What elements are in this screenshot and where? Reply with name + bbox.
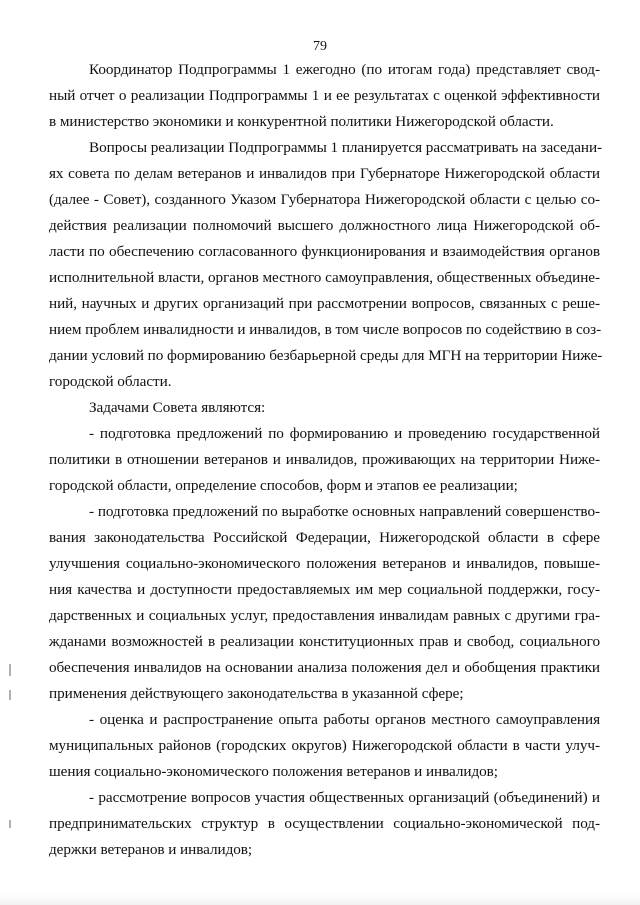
text-line: (далее - Совет), созданного Указом Губернатора Нижегородской области с целью со-: [49, 191, 600, 208]
text-line: вания законодательства Российской Федерации, Нижегородской области в сфере: [49, 529, 600, 546]
text-line: городской области.: [49, 373, 172, 390]
text-line: предпринимательских структур в осуществлении социально-экономической под-: [49, 815, 600, 832]
scan-speck: [9, 820, 11, 828]
text-line: политики в отношении ветеранов и инвалидов, проживающих на территории Ниже-: [49, 451, 600, 468]
text-line: ях совета по делам ветеранов и инвалидов при Губернаторе Нижегородской области: [49, 165, 600, 182]
text-line: держки ветеранов и инвалидов;: [49, 841, 253, 858]
text-line: ный отчет о реализации Подпрограммы 1 и ее результатах с оценкой эффективности: [49, 87, 600, 104]
scan-speck: [9, 664, 11, 676]
text-line: муниципальных районов (городских округов) Нижегородской области в части улуч-: [49, 737, 600, 754]
scan-speck: [9, 690, 11, 700]
text-line: обеспечения инвалидов на основании анализа положения дел и обобщения практики: [49, 659, 600, 676]
scan-bottom-edge: [0, 894, 640, 905]
text-line: - подготовка предложений по формированию и проведению государственной: [89, 425, 600, 442]
text-line: жданами возможностей в реализации конституционных прав и свобод, социального: [49, 633, 600, 650]
text-line: городской области, определение способов, форм и этапов ее реализации;: [49, 477, 518, 494]
text-line: шения социально-экономического положения ветеранов и инвалидов;: [49, 763, 498, 780]
text-line: дарственных и социальных услуг, предоставления инвалидам равных с другими гра-: [49, 607, 600, 624]
text-line: дании условий по формированию безбарьерной среды для МГН на территории Ниже-: [49, 347, 603, 364]
text-line: применения действующего законодательства в указанной сфере;: [49, 685, 464, 702]
text-line: ния качества и доступности предоставляемых им мер социальной поддержки, госу-: [49, 581, 600, 598]
text-line: нием проблем инвалидности и инвалидов, в том числе вопросов по содействию в соз-: [49, 321, 602, 338]
text-line: - рассмотрение вопросов участия общественных организаций (объединений) и: [89, 789, 600, 806]
text-line: - оценка и распространение опыта работы органов местного самоуправления: [89, 711, 600, 728]
text-line: Координатор Подпрограммы 1 ежегодно (по итогам года) представляет свод-: [89, 61, 600, 78]
text-line: ласти по обеспечению согласованного функционирования и взаимодействия органов: [49, 243, 600, 260]
text-line: в министерство экономики и конкурентной политики Нижегородской области.: [49, 113, 554, 130]
text-line: исполнительной власти, органов местного самоуправления, общественных объедине-: [49, 269, 600, 286]
text-line: ний, научных и других организаций при рассмотрении вопросов, связанных с реше-: [49, 295, 600, 312]
text-line: - подготовка предложений по выработке основных направлений совершенство-: [89, 503, 600, 520]
text-line: улучшения социально-экономического положения ветеранов и инвалидов, повыше-: [49, 555, 600, 572]
text-line: действия реализации полномочий высшего должностного лица Нижегородской об-: [49, 217, 600, 234]
text-line: Вопросы реализации Подпрограммы 1 планируется рассматривать на заседани-: [89, 139, 603, 156]
page-number: 79: [313, 39, 327, 54]
text-line: Задачами Совета являются:: [89, 399, 266, 416]
